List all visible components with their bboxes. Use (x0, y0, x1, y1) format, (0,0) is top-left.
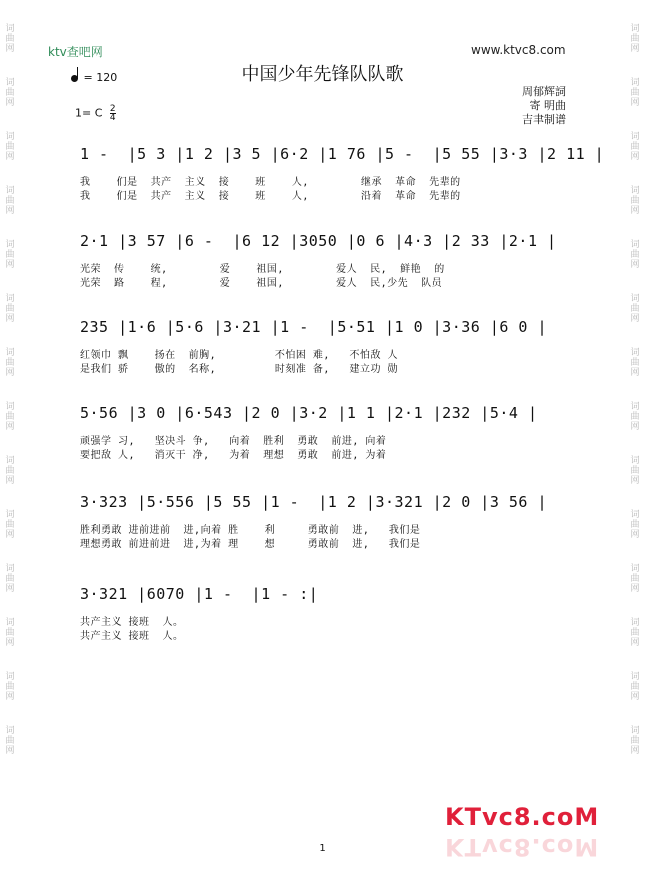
lyric-verse-1: 顽强学 习, 坚决斗 争, 向着 胜利 勇敢 前进, 向着 (80, 436, 387, 447)
watermark-text: 词 曲 网 (5, 24, 15, 54)
watermark-text: 词 曲 网 (5, 132, 15, 162)
song-title: 中国少年先锋队队歌 (241, 64, 404, 85)
watermark-text: 词 曲 网 (5, 186, 15, 216)
watermark-text: 词 曲 网 (630, 294, 640, 324)
watermark-text: 词 曲 网 (630, 672, 640, 702)
notation-line: 3·321 |6070 |1 - |1 - :| (80, 585, 319, 603)
watermark-text: 词 曲 网 (5, 564, 15, 594)
meter-top: 2 (109, 104, 116, 114)
key-signature (75, 105, 116, 122)
notation-line: 2·1 |3 57 |6 - |6 12 |3050 |0 6 |4·3 |2 33 |2·1 | (80, 232, 557, 250)
watermark-text: 词 曲 网 (5, 726, 15, 756)
tempo-marking (71, 71, 117, 84)
watermark-text: 词 曲 网 (5, 456, 15, 486)
site-name-left[interactable]: ktv查吧网 (48, 45, 103, 59)
watermark-text: 词 曲 网 (630, 618, 640, 648)
watermark-text: 词 曲 网 (630, 510, 640, 540)
watermark-text: 词 曲 网 (5, 78, 15, 108)
notation-line: 3·323 |5·556 |5 55 |1 - |1 2 |3·321 |2 0 |3 56 | (80, 493, 548, 511)
lyric-verse-2: 共产主义 接班 人。 (80, 631, 184, 642)
lyric-verse-2: 要把敌 人, 消灭干 净, 为着 理想 勇敢 前进, 为着 (80, 450, 387, 461)
meter-bottom: 4 (109, 113, 116, 123)
quarter-note-icon (71, 75, 78, 82)
transcriber-credit: 吉聿制谱 (522, 113, 566, 126)
left-watermark-column (3, 0, 17, 891)
key-text: 1= C (75, 106, 103, 120)
watermark-text: 词 曲 网 (630, 456, 640, 486)
notation-line: 1 - |5 3 |1 2 |3 5 |6·2 |1 76 |5 - |5 55 |3·3 |2 11 | (80, 145, 605, 163)
lyric-verse-1: 共产主义 接班 人。 (80, 617, 184, 628)
logo-reflection: KTvc8.coM (445, 833, 600, 861)
watermark-text: 词 曲 网 (630, 132, 640, 162)
watermark-text: 词 曲 网 (5, 240, 15, 270)
watermark-text: 词 曲 网 (5, 618, 15, 648)
tempo-value: = 120 (83, 71, 118, 84)
watermark-text: 词 曲 网 (630, 78, 640, 108)
page-number: 1 (319, 843, 326, 854)
lyric-verse-2: 我 们是 共产 主义 接 班 人, 沿着 革命 先辈的 (80, 191, 461, 202)
watermark-text: 词 曲 网 (630, 186, 640, 216)
watermark-text: 词 曲 网 (5, 510, 15, 540)
composer-credit: 寄 明曲 (529, 99, 566, 112)
ktvc8-logo: KTvc8.coM (445, 803, 600, 831)
lyric-verse-1: 红领巾 飘 扬在 前胸, 不怕困 难, 不怕敌 人 (80, 350, 398, 361)
watermark-text: 词 曲 网 (630, 240, 640, 270)
lyric-verse-1: 胜利勇敢 进前进前 进,向着 胜 利 勇敢前 进, 我们是 (80, 525, 421, 536)
lyric-verse-2: 理想勇敢 前进前进 进,为着 理 想 勇敢前 进, 我们是 (80, 539, 421, 550)
right-watermark-column (628, 0, 642, 891)
watermark-text: 词 曲 网 (5, 672, 15, 702)
lyricist-credit: 周郁辉詞 (522, 85, 566, 98)
watermark-text: 词 曲 网 (630, 726, 640, 756)
notation-line: 235 |1·6 |5·6 |3·21 |1 - |5·51 |1 0 |3·36 |6 0 | (80, 318, 548, 336)
lyric-verse-2: 是我们 骄 傲的 名称, 时刻准 备, 建立功 勋 (80, 364, 398, 375)
watermark-text: 词 曲 网 (630, 348, 640, 378)
site-url-right[interactable]: www.ktvc8.com (471, 43, 566, 57)
watermark-text: 词 曲 网 (5, 348, 15, 378)
lyric-verse-1: 光荣 传 统, 爱 祖国, 爱人 民, 鲜艳 的 (80, 264, 445, 275)
watermark-text: 词 曲 网 (5, 294, 15, 324)
lyric-verse-2: 光荣 路 程, 爱 祖国, 爱人 民,少先 队员 (80, 278, 443, 289)
lyric-verse-1: 我 们是 共产 主义 接 班 人, 继承 革命 先辈的 (80, 177, 461, 188)
watermark-text: 词 曲 网 (5, 402, 15, 432)
watermark-text: 词 曲 网 (630, 24, 640, 54)
watermark-text: 词 曲 网 (630, 402, 640, 432)
watermark-text: 词 曲 网 (630, 564, 640, 594)
notation-line: 5·56 |3 0 |6·543 |2 0 |3·2 |1 1 |2·1 |232 |5·4 | (80, 404, 538, 422)
time-signature (110, 105, 116, 122)
